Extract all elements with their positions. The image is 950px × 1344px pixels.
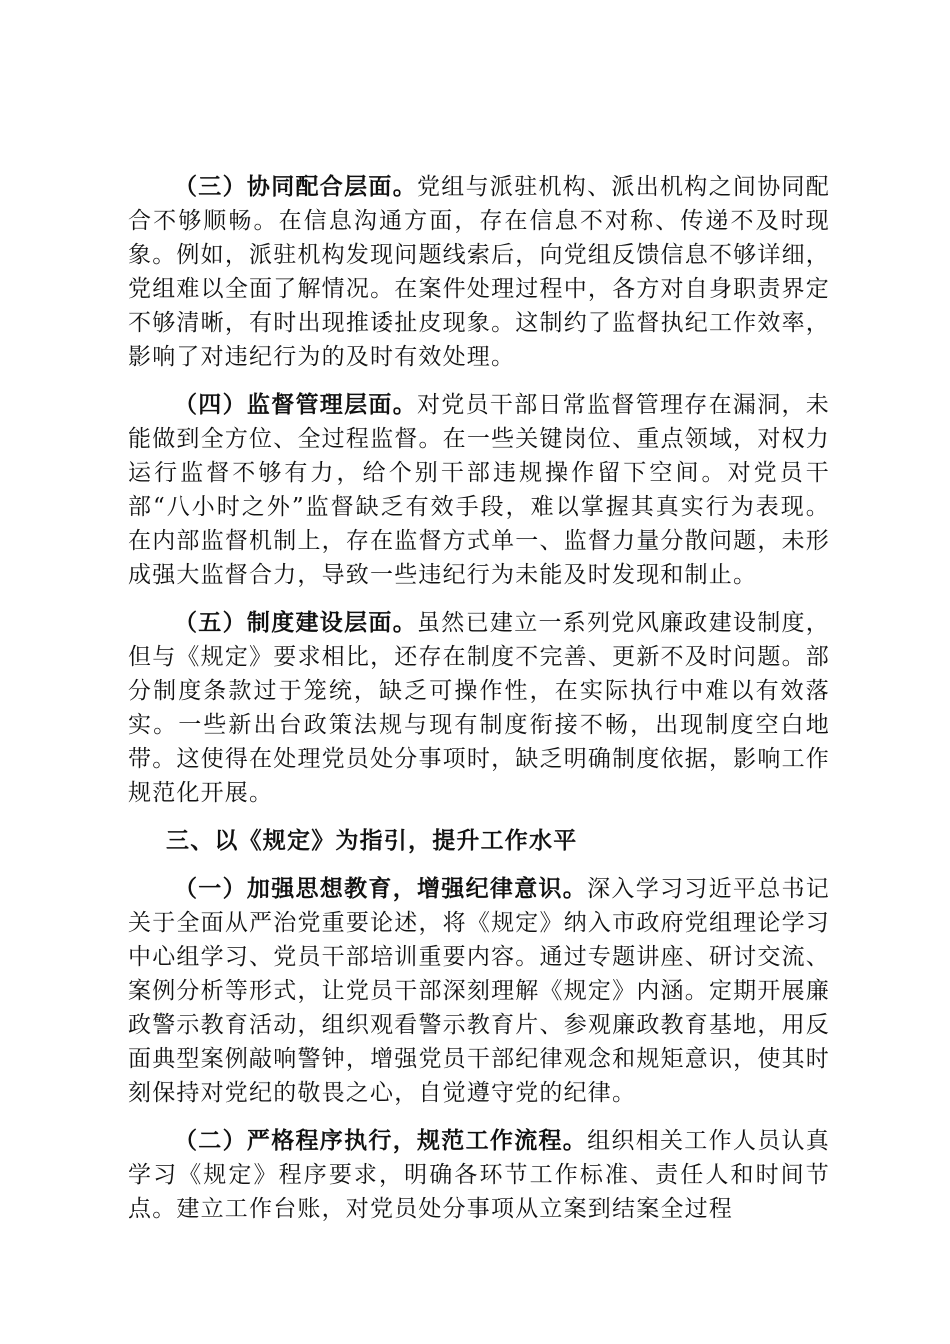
paragraph-education [128,872,830,1110]
paragraph-lead: （四）监督管理层面。 [174,392,417,418]
paragraph-lead: （一）加强思想教育，增强纪律意识。 [174,876,588,902]
paragraph-body: 组织相关工作人员认真学习《规定》程序要求，明确各环节工作标准、责任人和时间节点。建立工作台账，对党员处分事项从立案到结案全过程 [128,1128,831,1222]
paragraph-body: 深入学习习近平总书记关于全面从严治党重要论述，将《规定》纳入市政府党组理论学习中心组学习、党员干部培训重要内容。通过专题讲座、研讨交流、案例分析等形式，让党员干部深刻理解《规定》内涵。定期开展廉政警示教育活动，组织观看警示教育片、参观廉政教育基地，用反面典型案例敲响警钟，增强党员干部纪律观念和规矩意识，使其时刻保持对党纪的敬畏之心，自觉遵守党的纪律。 [128,876,831,1106]
paragraph-lead: （二）严格程序执行，规范工作流程。 [174,1128,588,1154]
paragraph-procedure [128,1124,830,1226]
paragraph-supervision [128,388,830,592]
paragraph-institution [128,606,830,810]
paragraph-lead: （三）协同配合层面。 [174,174,417,200]
paragraph-coordination [128,170,830,374]
paragraph-body: 虽然已建立一系列党风廉政建设制度，但与《规定》要求相比，还存在制度不完善、更新不及时问题。部分制度条款过于笼统，缺乏可操作性，在实际执行中难以有效落实。一些新出台政策法规与现有制度衔接不畅，出现制度空白地带。这使得在处理党员处分事项时，缺乏明确制度依据，影响工作规范化开展。 [128,610,830,806]
paragraph-lead: （五）制度建设层面。 [174,610,417,636]
paragraph-body: 对党员干部日常监督管理存在漏洞，未能做到全方位、全过程监督。在一些关键岗位、重点领域，对权力运行监督不够有力，给个别干部违规操作留下空间。对党员干部“八小时之外”监督缺乏有效手段，难以掌握其真实行为表现。在内部监督机制上，存在监督方式单一、监督力量分散问题，未形成强大监督合力，导致一些违纪行为未能及时发现和制止。 [128,392,830,588]
paragraph-body: 党组与派驻机构、派出机构之间协同配合不够顺畅。在信息沟通方面，存在信息不对称、传递不及时现象。例如，派驻机构发现问题线索后，向党组反馈信息不够详细，党组难以全面了解情况。在案件处理过程中，各方对自身职责界定不够清晰，有时出现推诿扯皮现象。这制约了监督执纪工作效率，影响了对违纪行为的及时有效处理。 [128,174,830,370]
document-page [128,170,830,1240]
section-heading: 三、以《规定》为指引，提升工作水平 [166,828,578,854]
